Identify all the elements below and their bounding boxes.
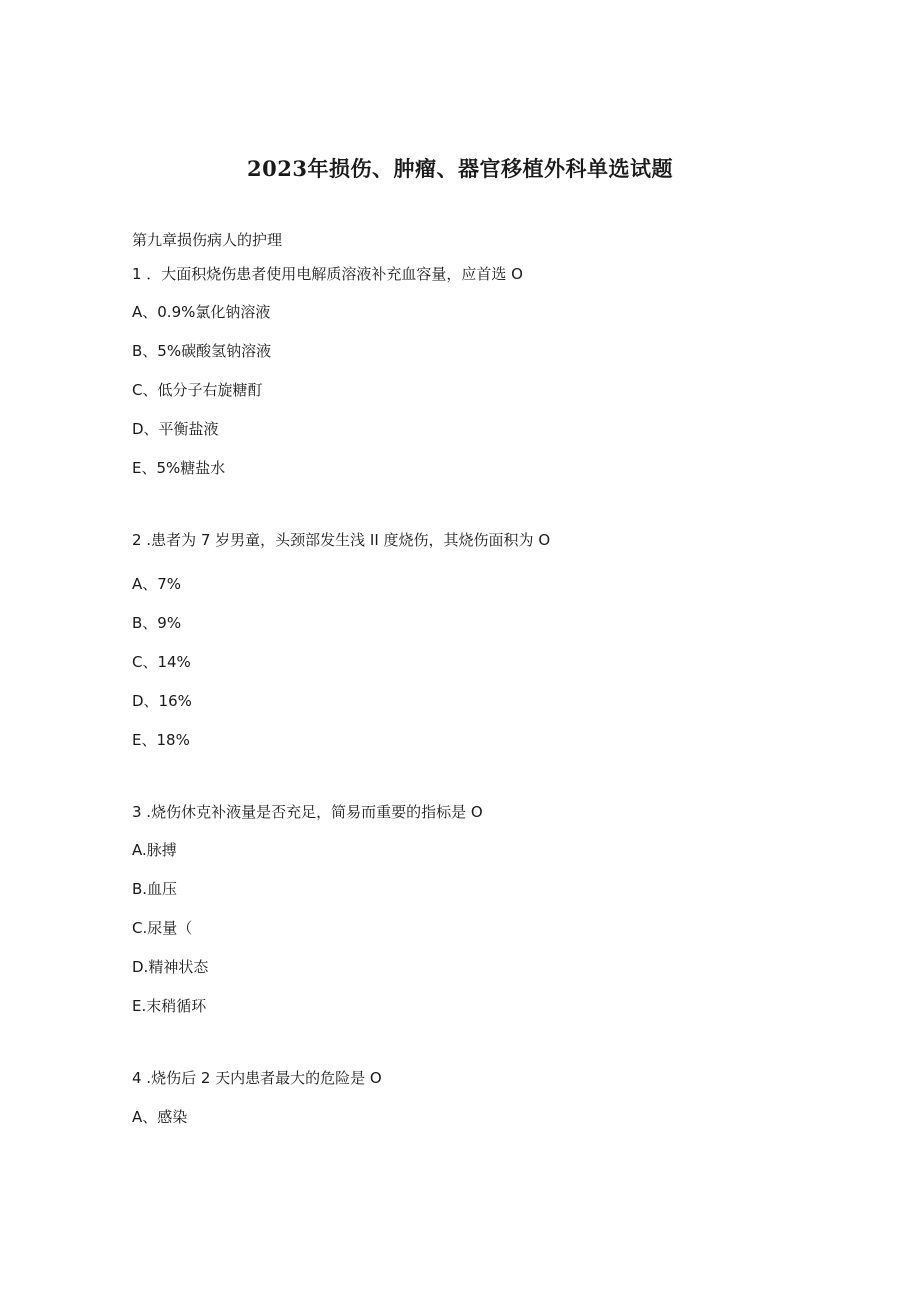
question-3-option-d: D.精神状态	[132, 958, 209, 976]
question-2-option-d: D、16%	[132, 692, 192, 710]
question-3-option-e: E.末稍循环	[132, 997, 207, 1015]
question-3-stem: 3 .烧伤休克补液量是否充足，简易而重要的指标是 O	[132, 803, 483, 821]
question-3-option-a: A.脉搏	[132, 841, 177, 859]
question-2-option-c: C、14%	[132, 653, 191, 671]
question-1-option-c: C、低分子右旋糖酊	[132, 381, 263, 399]
question-4-option-a: A、感染	[132, 1108, 188, 1126]
question-4-stem: 4 .烧伤后 2 天内患者最大的危险是 O	[132, 1069, 382, 1087]
question-3-option-b: B.血压	[132, 880, 178, 898]
question-3-option-c: C.尿量（	[132, 919, 193, 937]
question-2-option-b: B、9%	[132, 614, 182, 632]
question-2-option-a: A、7%	[132, 575, 182, 593]
question-1-option-a: A、0.9%氯化钠溶液	[132, 303, 271, 321]
question-1-option-b: B、5%碳酸氢钠溶液	[132, 342, 272, 360]
chapter-heading: 第九章损伤病人的护理	[132, 231, 283, 249]
question-2-option-e: E、18%	[132, 731, 190, 749]
question-2-stem: 2 .患者为 7 岁男童，头颈部发生浅 II 度烧伤，其烧伤面积为 O	[132, 531, 551, 549]
question-1-option-e: E、5%糖盐水	[132, 459, 226, 477]
question-1-option-d: D、平衡盐液	[132, 420, 219, 438]
question-1-stem: 1 ．大面积烧伤患者使用电解质溶液补充血容量，应首选 O	[132, 265, 523, 283]
document-title: 2023年损伤、肿瘤、器官移植外科单选试题	[247, 156, 673, 181]
